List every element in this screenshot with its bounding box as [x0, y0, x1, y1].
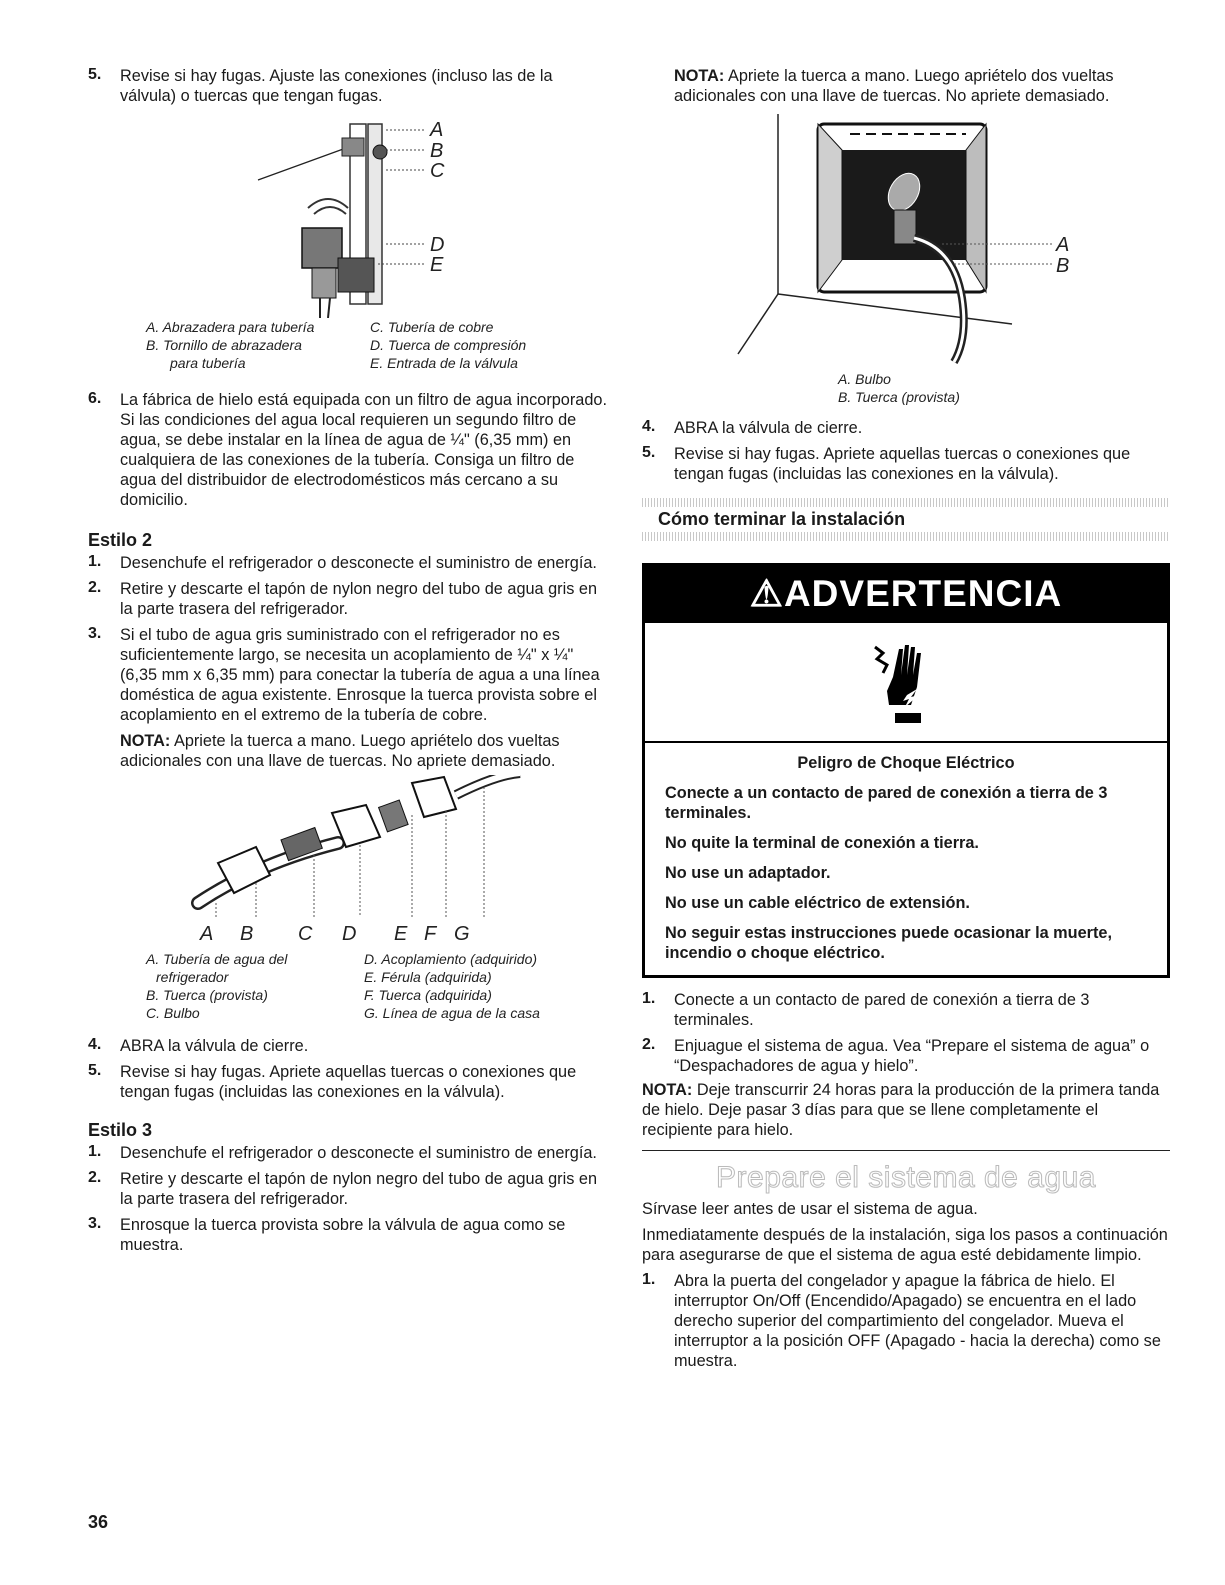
nota-paragraph [642, 66, 1170, 106]
estilo-2-heading: Estilo 2 [88, 530, 153, 550]
legend-item: A. Tubería de agua del [146, 951, 288, 967]
coupling-illustration [88, 775, 610, 925]
step-4 [88, 1036, 610, 1056]
prepare-step-1 [642, 1271, 1170, 1371]
step-number: 1. [88, 553, 102, 570]
warning-subtitle: Peligro de Choque Eléctrico [797, 754, 1015, 772]
section-heading: Cómo terminar la instalación [658, 509, 906, 529]
final-step-2 [642, 1036, 1170, 1076]
step-text: Abra la puerta del congelador y apague la fábrica de hielo. El interruptor On/Off (Encendido/Apagado) se encuentra en el lado derecho superior del compartimiento del congelador. Mueva el interruptor a la posición OFF (Apagado - hacia la derecha) como se muestra. [674, 1272, 1161, 1370]
fig2-label-a: A [200, 923, 214, 945]
step-number: 5. [642, 444, 656, 461]
fig1-label-d: D [430, 234, 445, 256]
legend-item: E. Entrada de la válvula [370, 355, 518, 371]
estilo2-step [88, 625, 610, 725]
nota-label: NOTA: [642, 1081, 693, 1099]
step-number: 5. [88, 66, 102, 83]
nota-label: NOTA: [674, 67, 725, 85]
fig1-label-b: B [430, 140, 444, 162]
step-text: Desenchufe el refrigerador o desconecte el suministro de energía. [120, 1144, 597, 1162]
warning-title: ADVERTENCIA [783, 573, 1063, 614]
fig1-label-a: A [430, 119, 444, 141]
nota-text: Apriete la tuerca a mano. Luego apriételo dos vueltas adicionales con una llave de tuercas. No apriete demasiado. [674, 67, 1114, 105]
warning-line: No seguir estas instrucciones puede ocasionar la muerte, incendio o choque eléctrico. [665, 924, 1112, 962]
left-column [88, 66, 610, 1255]
warning-line: No use un adaptador. [665, 864, 831, 882]
warning-triangle-icon: ⚠ [749, 573, 784, 614]
final-step-1 [642, 990, 1170, 1030]
valve-clamp-figure [88, 118, 610, 318]
fig1-legend [146, 318, 610, 372]
estilo3-step [88, 1215, 610, 1255]
fig2-legend [146, 950, 610, 1022]
step-number: 3. [88, 1215, 102, 1232]
warning-header [645, 566, 1167, 623]
fig2-label-b: B [240, 923, 254, 945]
fig2-label-e: E [394, 923, 408, 945]
step-number: 6. [88, 390, 102, 407]
legend-item: F. Tuerca (adquirida) [364, 987, 492, 1003]
nota-label: NOTA: [120, 732, 171, 750]
valve-box-figure [642, 114, 1170, 374]
step-6 [88, 390, 610, 510]
nota-paragraph [88, 731, 610, 771]
fig2-label-g: G [454, 923, 470, 945]
step-number: 4. [88, 1036, 102, 1053]
step-text: Revise si hay fugas. Ajuste las conexiones (incluso las de la válvula) o tuercas que tengan fugas. [120, 67, 553, 105]
step-text: Revise si hay fugas. Apriete aquellas tuercas o conexiones que tengan fugas (incluidas las conexiones en la válvula). [120, 1063, 577, 1101]
step-number: 1. [642, 990, 656, 1007]
coupling-figure [88, 775, 610, 946]
legend-item: C. Bulbo [146, 1005, 200, 1021]
fig2-label-f: F [424, 923, 437, 945]
step-number: 1. [88, 1143, 102, 1160]
nota-text: Deje transcurrir 24 horas para la producción de la primera tanda de hielo. Deje pasar 3 días para que se llene completamente el recipiente para hielo. [642, 1081, 1160, 1139]
legend-item: C. Tubería de cobre [370, 319, 494, 335]
estilo3-step [88, 1143, 610, 1163]
page-number: 36 [88, 1512, 109, 1532]
step-text: Enrosque la tuerca provista sobre la válvula de agua como se muestra. [120, 1216, 566, 1254]
fig2-label-c: C [298, 923, 313, 945]
step-4 [642, 418, 1170, 438]
step-text: La fábrica de hielo está equipada con un filtro de agua incorporado. Si las condiciones del agua local requieren un segundo filtro de agua, se debe instalar en la línea de agua de ¼" (6,35 mm) en cualquiera de las conexiones de la tubería. Consiga un filtro de agua del distribuidor de electrodomésticos más cercano a su domicilio. [120, 391, 607, 509]
electric-shock-hand-icon [871, 637, 941, 727]
section-divider [642, 498, 1170, 507]
legend-item: D. Acoplamiento (adquirido) [364, 951, 538, 967]
legend-item: G. Línea de agua de la casa [364, 1005, 540, 1021]
warning-line: No quite la terminal de conexión a tierra. [665, 834, 979, 852]
step-text: Conecte a un contacto de pared de conexión a tierra de 3 terminales. [674, 991, 1090, 1029]
step-number: 3. [88, 625, 102, 642]
legend-item: B. Tornillo de abrazadera [146, 337, 302, 353]
estilo3-step [88, 1169, 610, 1209]
warning-icon-area [645, 623, 1167, 743]
legend-item: A. Bulbo [838, 371, 891, 387]
step-number: 1. [642, 1271, 656, 1288]
legend-item: B. Tuerca (provista) [146, 987, 268, 1003]
right-column [642, 66, 1170, 1371]
prepare-section-title: Prepare el sistema de agua [716, 1161, 1096, 1194]
nota-paragraph [642, 1080, 1170, 1140]
fig3-legend [838, 370, 1170, 406]
legend-item: para tubería [170, 355, 246, 371]
legend-item: E. Férula (adquirida) [364, 969, 492, 985]
nota-text: Apriete la tuerca a mano. Luego apriételo dos vueltas adicionales con una llave de tuercas. No apriete demasiado. [120, 732, 560, 770]
fig2-label-d: D [342, 923, 357, 945]
warning-text [645, 743, 1167, 975]
legend-item: B. Tuerca (provista) [838, 389, 960, 405]
step-5 [642, 444, 1170, 484]
estilo2-step [88, 553, 610, 573]
step-5b [88, 1062, 610, 1102]
step-number: 2. [88, 1169, 102, 1186]
estilo2-step [88, 579, 610, 619]
warning-line: No use un cable eléctrico de extensión. [665, 894, 970, 912]
step-number: 5. [88, 1062, 102, 1079]
valve-box-illustration [642, 114, 1170, 374]
warning-line: Conecte a un contacto de pared de conexión a tierra de 3 terminales. [665, 784, 1108, 822]
warning-box [642, 563, 1170, 978]
fig2-letters [200, 923, 610, 946]
fig3-label-a: A [1056, 234, 1070, 256]
fig1-label-e: E [430, 254, 444, 276]
step-5 [88, 66, 610, 106]
step-text: ABRA la válvula de cierre. [120, 1037, 309, 1055]
step-text: Si el tubo de agua gris suministrado con el refrigerador no es suficientemente largo, se necesita un acoplamiento de ¼" x ¼" (6,35 mm x 6,35 mm) para conectar la tubería de agua a una línea doméstica de agua existente. Enrosque la tuerca provista sobre el acoplamiento en el extremo de la tubería de cobre. [120, 626, 600, 724]
step-text: Desenchufe el refrigerador o desconecte el suministro de energía. [120, 554, 597, 572]
step-text: Retire y descarte el tapón de nylon negro del tubo de agua gris en la parte trasera del refrigerador. [120, 1170, 597, 1208]
valve-clamp-illustration [88, 118, 610, 318]
legend-item: A. Abrazadera para tubería [146, 319, 315, 335]
legend-item: refrigerador [156, 969, 229, 985]
fig1-label-c: C [430, 160, 445, 182]
legend-item: D. Tuerca de compresión [370, 337, 527, 353]
fig3-label-b: B [1056, 255, 1070, 277]
step-text: Retire y descarte el tapón de nylon negro del tubo de agua gris en la parte trasera del refrigerador. [120, 580, 597, 618]
prepare-paragraph: Sírvase leer antes de usar el sistema de agua. [642, 1200, 978, 1218]
step-text: Revise si hay fugas. Apriete aquellas tuercas o conexiones que tengan fugas (incluidas las conexiones en la válvula). [674, 445, 1131, 483]
prepare-paragraph: Inmediatamente después de la instalación, siga los pasos a continuación para asegurarse de que el sistema de agua esté debidamente limpio. [642, 1226, 1168, 1264]
step-number: 2. [88, 579, 102, 596]
step-number: 4. [642, 418, 656, 435]
step-number: 2. [642, 1036, 656, 1053]
section-rule [642, 1150, 1170, 1151]
step-text: ABRA la válvula de cierre. [674, 419, 863, 437]
section-divider [642, 532, 1170, 541]
step-text: Enjuague el sistema de agua. Vea “Prepare el sistema de agua” o “Despachadores de agua y hielo”. [674, 1037, 1150, 1075]
estilo-3-heading: Estilo 3 [88, 1120, 153, 1140]
